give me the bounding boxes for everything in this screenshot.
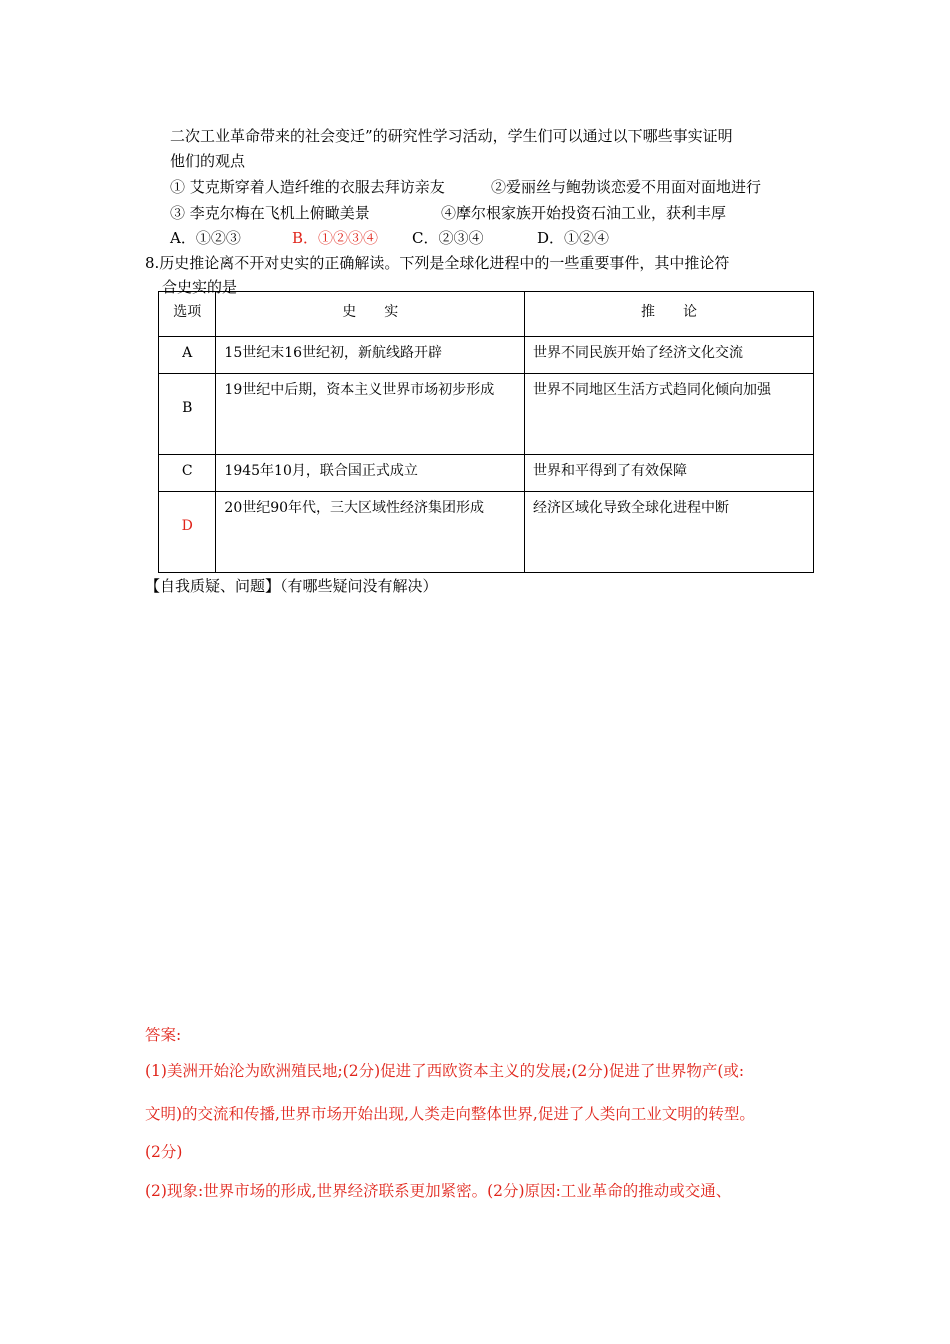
header-fact: 史 实 [342, 304, 399, 320]
answer-line-3: (2分) [145, 1143, 183, 1161]
answer-line-2: 文明)的交流和传播,世界市场开始出现,人类走向整体世界,促进了人类向工业文明的转型。 [145, 1105, 755, 1123]
row-option: B [182, 400, 193, 416]
q8-stem-line1: 8.历史推论离不开对史实的正确解读。下列是全球化进程中的一些重要事件，其中推论符 [145, 254, 730, 272]
row-option: D [181, 518, 193, 534]
answer-line-4: (2)现象:世界市场的形成,世界经济联系更加紧密。(2分)原因:工业革命的推动或交通、 [145, 1182, 732, 1200]
q8-stem-line2: 合史实的是 [162, 278, 238, 296]
table-header-row [159, 292, 814, 337]
q7-option-a: A．①②③ [170, 229, 241, 247]
row-inference: 世界不同民族开始了经济文化交流 [533, 345, 743, 361]
row-fact: 19世纪中后期，资本主义世界市场初步形成 [224, 382, 495, 398]
header-option: 选项 [173, 304, 202, 320]
q7-option-c: C．②③④ [412, 229, 484, 247]
self-question-heading: 【自我质疑、问题】（有哪些疑问没有解决） [145, 577, 438, 595]
row-inference: 世界和平得到了有效保障 [533, 463, 687, 479]
q7-item-3: ③ 李克尔梅在飞机上俯瞰美景 [170, 204, 370, 222]
q7-stem-line1: 二次工业革命带来的社会变迁”的研究性学习活动，学生们可以通过以下哪些事实证明 [170, 127, 733, 145]
q7-item-4: ④摩尔根家族开始投资石油工业，获利丰厚 [441, 204, 727, 222]
q8-table [158, 291, 814, 573]
row-fact: 20世纪90年代，三大区域性经济集团形成 [224, 500, 485, 516]
q7-item-1: ① 艾克斯穿着人造纤维的衣服去拜访亲友 [170, 178, 445, 196]
header-inference: 推 论 [641, 304, 697, 320]
answer-line-1: (1)美洲开始沦为欧洲殖民地;(2分)促进了西欧资本主义的发展;(2分)促进了世界物产(或: [145, 1062, 745, 1080]
q7-stem-line2: 他们的观点 [170, 152, 246, 170]
q7-option-d: D．①②④ [537, 229, 610, 247]
row-option: C [181, 463, 193, 479]
q7-item-2: ②爱丽丝与鲍勃谈恋爱不用面对面地进行 [491, 178, 762, 196]
row-option: A [182, 345, 193, 361]
answer-title: 答案: [145, 1026, 182, 1044]
table-row [159, 374, 814, 455]
q7-option-b: B．①②③④ [292, 229, 379, 247]
table-row [159, 492, 814, 573]
row-fact: 1945年10月，联合国正式成立 [224, 463, 418, 479]
row-inference: 世界不同地区生活方式趋同化倾向加强 [533, 382, 771, 398]
row-inference: 经济区域化导致全球化进程中断 [533, 500, 729, 516]
row-fact: 15世纪末16世纪初，新航线路开辟 [224, 345, 443, 361]
